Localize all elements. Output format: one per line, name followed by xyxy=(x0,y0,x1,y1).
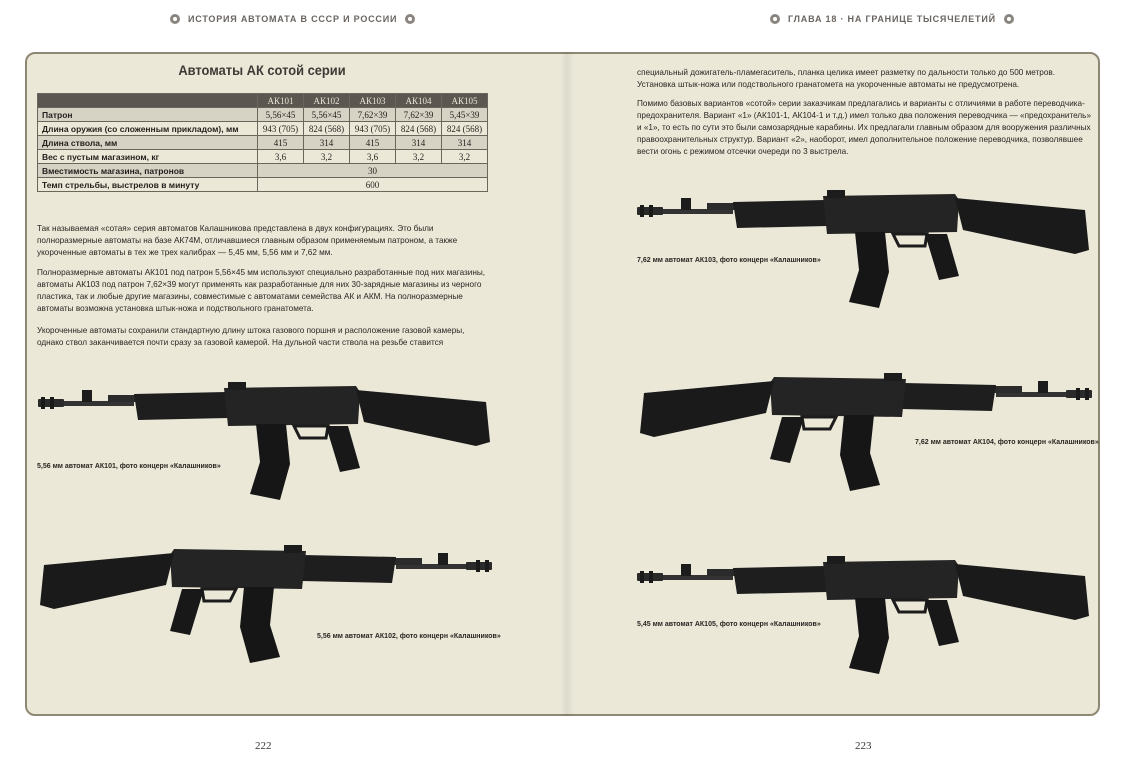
photo-caption: 5,45 мм автомат АК105, фото концерн «Калашников» xyxy=(637,621,821,628)
table-cell: 824 (568) xyxy=(396,122,442,136)
table-cell: 3,6 xyxy=(258,150,304,164)
ornament-icon xyxy=(405,14,415,24)
table-cell: 5,56×45 xyxy=(304,108,350,122)
table-cell: 600 xyxy=(258,178,488,192)
rifle-ak101-photo xyxy=(38,382,498,512)
table-corner xyxy=(38,94,258,108)
table-cell: 7,62×39 xyxy=(396,108,442,122)
column-header: АК102 xyxy=(304,94,350,108)
running-head-left xyxy=(170,12,415,26)
body-paragraph: Укороченные автоматы сохранили стандартную длину штока газового поршня и расположение газовой камеры, однако ствол заканчивается почти сразу за газовой камерой. На дульной части ствола на резьбе ставится xyxy=(37,326,465,347)
table-cell: 824 (568) xyxy=(442,122,488,136)
table-cell: 415 xyxy=(350,136,396,150)
row-label: Длина оружия (со сложенным прикладом), мм xyxy=(38,122,258,136)
row-label: Патрон xyxy=(38,108,258,122)
table-cell: 30 xyxy=(258,164,488,178)
spec-table-title: Автоматы АК сотой серии xyxy=(178,62,346,78)
column-header: АК104 xyxy=(396,94,442,108)
row-label: Темп стрельбы, выстрелов в минуту xyxy=(38,178,258,192)
table-cell: 3,2 xyxy=(396,150,442,164)
body-paragraph: Так называемая «сотая» серия автоматов Калашникова представлена в двух конфигурациях. Это были полноразмерные автоматы на базе АК74М, отличавшиеся главным образом применяемым патроном, а также укороченные автоматы в тех же трех калибрах — 5,45 мм, 5,56 мм и 7,62 мм. xyxy=(37,224,458,257)
photo-caption: 5,56 мм автомат АК101, фото концерн «Калашников» xyxy=(37,463,221,470)
row-label: Вес с пустым магазином, кг xyxy=(38,150,258,164)
table-cell: 943 (705) xyxy=(258,122,304,136)
table-cell: 824 (568) xyxy=(304,122,350,136)
table-cell: 3,2 xyxy=(442,150,488,164)
column-header: АК103 xyxy=(350,94,396,108)
table-cell: 7,62×39 xyxy=(350,108,396,122)
column-header: АК105 xyxy=(442,94,488,108)
photo-caption: 7,62 мм автомат АК104, фото концерн «Калашников» xyxy=(915,439,1099,446)
spec-table xyxy=(37,93,488,192)
table-cell: 943 (705) xyxy=(350,122,396,136)
table-cell: 3,2 xyxy=(304,150,350,164)
book-gutter xyxy=(560,52,574,716)
table-cell: 5,45×39 xyxy=(442,108,488,122)
ornament-icon xyxy=(770,14,780,24)
table-cell: 3,6 xyxy=(350,150,396,164)
table-cell: 314 xyxy=(442,136,488,150)
row-label: Длина ствола, мм xyxy=(38,136,258,150)
body-paragraph: Полноразмерные автоматы АК101 под патрон 5,56×45 мм используют специально разработанные под них магазины, автоматы АК103 под патрон 7,62×39 могут применять как разработанные для них 30-зарядные магазины из черного пластика, так и любые другие магазины, совместимые с автоматами семейства АК и АКМ. На полноразмерные автоматы возможна установка штык-ножа и подствольного гранатомета. xyxy=(37,268,486,313)
body-paragraph: специальный дожигатель-пламегаситель, планка целика имеет разметку по дальности только до 500 метров. Установка штык-ножа или подствольного гранатомета на укороченные автоматы не предусмотрена. xyxy=(637,68,1056,89)
body-paragraph: Помимо базовых вариантов «сотой» серии заказчикам предлагались и варианты с отличиями в работе переводчика-предохранителя. Вариант «1» (АК101-1, АК104-1 и т.д.) имел только два положения переводчика — «предохранитель» и «1», то есть по сути это были самозарядные карабины. Их предлагали главным образом для вооружения различных правоохранительных структур. Вариант «2», наоборот, имел дополнительное положение переводчика, позволявшее вести огонь с режимом отсечки очереди по 3 выстрела. xyxy=(637,99,1092,156)
table-row xyxy=(38,178,488,192)
table-cell: 314 xyxy=(396,136,442,150)
table-row xyxy=(38,136,488,150)
table-row xyxy=(38,150,488,164)
running-head-right xyxy=(770,12,1014,26)
table-cell: 314 xyxy=(304,136,350,150)
running-head-left-text: ИСТОРИЯ АВТОМАТА В СССР И РОССИИ xyxy=(188,14,398,24)
page-number-right: 223 xyxy=(855,740,872,752)
page-number-left: 222 xyxy=(255,740,272,752)
row-label: Вместимость магазина, патронов xyxy=(38,164,258,178)
table-row xyxy=(38,122,488,136)
table-row xyxy=(38,108,488,122)
table-cell: 5,56×45 xyxy=(258,108,304,122)
rifle-ak103-photo xyxy=(637,190,1092,320)
table-cell: 415 xyxy=(258,136,304,150)
running-head-right-text: ГЛАВА 18 · НА ГРАНИЦЕ ТЫСЯЧЕЛЕТИЙ xyxy=(788,14,996,24)
photo-caption: 7,62 мм автомат АК103, фото концерн «Калашников» xyxy=(637,257,821,264)
table-row xyxy=(38,164,488,178)
rifle-ak102-photo xyxy=(37,545,492,680)
ornament-icon xyxy=(1004,14,1014,24)
table-header-row xyxy=(38,94,488,108)
ornament-icon xyxy=(170,14,180,24)
column-header: АК101 xyxy=(258,94,304,108)
photo-caption: 5,56 мм автомат АК102, фото концерн «Калашников» xyxy=(317,633,501,640)
